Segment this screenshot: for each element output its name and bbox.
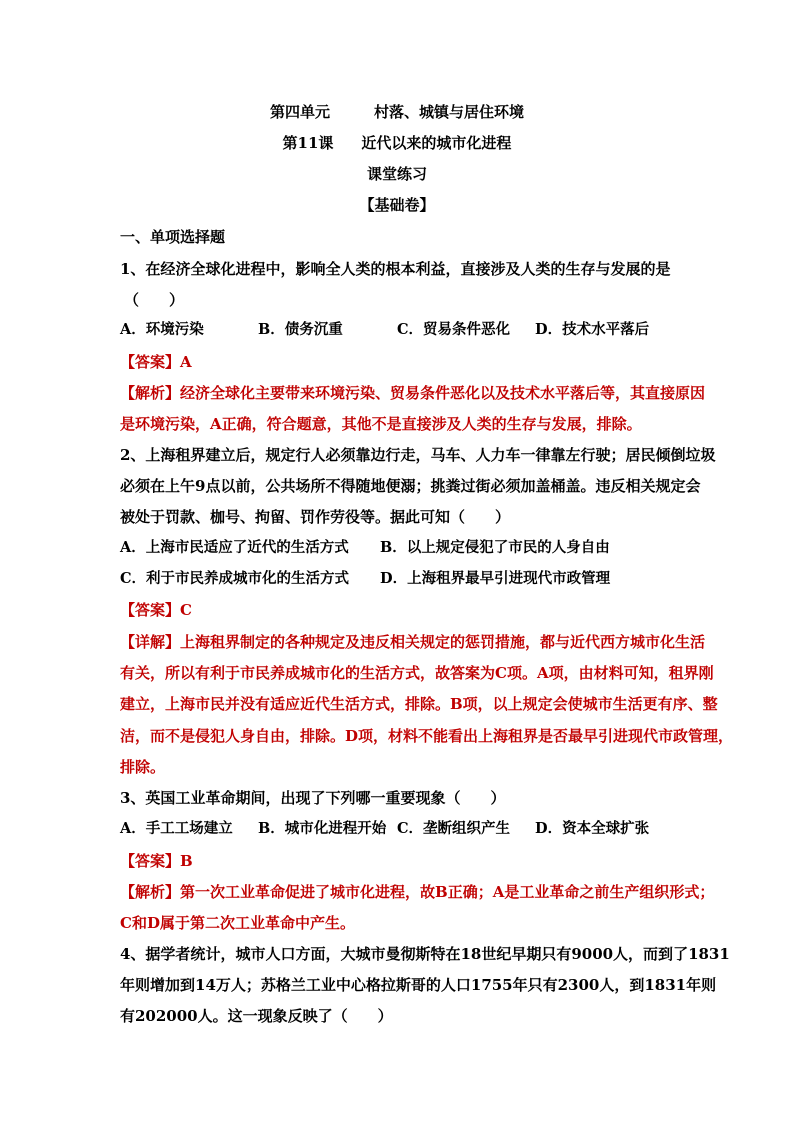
- lesson-title: 近代以来的城市化进程: [361, 134, 512, 152]
- question-2-detail-line: 有关，所以有利于市民养成城市化的生活方式，故答案为C项。A项，由材料可知，租界刚: [120, 664, 714, 682]
- question-2-detail-line: 【详解】上海租界制定的各种规定及违反相关规定的惩罚措施，都与近代西方城市化生活: [120, 633, 706, 651]
- lesson-heading: [0, 133, 794, 153]
- unit-heading: [0, 102, 794, 122]
- question-1-analysis-line: 【解析】经济全球化主要带来环境污染、贸易条件恶化以及技术水平落后等，其直接原因: [120, 384, 706, 402]
- unit-title: 村落、城镇与居住环境: [374, 103, 525, 121]
- detail-label: 【详解】: [120, 633, 181, 651]
- question-2-option-c: C．利于市民养成城市化的生活方式: [120, 570, 350, 587]
- question-1-analysis-line: 是环境污染，A正确，符合题意，其他不是直接涉及人类的生存与发展，排除。: [120, 415, 642, 433]
- answer-value: A: [180, 353, 192, 371]
- question-1-option-b: B．债务沉重: [258, 321, 343, 338]
- answer-label: 【答案】: [120, 852, 181, 870]
- question-2-option-a: A．上海市民适应了近代的生活方式: [120, 539, 349, 556]
- answer-value: B: [180, 852, 193, 870]
- question-3-option-c: C．垄断组织产生: [397, 820, 511, 837]
- question-3-answer: [120, 851, 193, 871]
- question-2-stem-line: 必须在上午9点以前，公共场所不得随地便溺；挑粪过街必须加盖桶盖。违反相关规定会: [120, 477, 701, 495]
- analysis-label: 【解析】: [120, 384, 181, 402]
- question-3-option-b: B．城市化进程开始: [258, 820, 387, 837]
- answer-label: 【答案】: [120, 601, 181, 619]
- section-title: 一、单项选择题: [120, 228, 226, 246]
- question-3-analysis-line: C和D属于第二次工业革命中产生。: [120, 914, 355, 932]
- question-2-detail-line: 洁，而不是侵犯人身自由，排除。D项，材料不能看出上海租界是否最早引进现代市政管理，: [120, 727, 734, 745]
- question-2-answer: [120, 600, 192, 620]
- question-2-stem-line: 2、上海租界建立后，规定行人必须靠边行走，马车、人力车一律靠左行驶；居民倾倒垃圾: [120, 446, 716, 464]
- question-4-stem-line: 年则增加到14万人；苏格兰工业中心格拉斯哥的人口1755年只有2300人，到1831年则: [120, 976, 717, 994]
- unit-number: 第四单元: [269, 103, 330, 121]
- question-3-stem-line: 3、英国工业革命期间，出现了下列哪一重要现象（ ）: [120, 789, 506, 807]
- question-1-option-a: A．环境污染: [120, 321, 204, 338]
- answer-value: C: [180, 601, 192, 619]
- question-2-detail-line: 排除。: [120, 758, 166, 776]
- answer-label: 【答案】: [120, 353, 181, 371]
- question-3-analysis-line: 【解析】第一次工业革命促进了城市化进程，故B正确；A是工业革命之前生产组织形式；: [120, 883, 715, 901]
- question-4-stem-line: 有202000人。这一现象反映了（ ）: [120, 1007, 393, 1025]
- question-1-stem-line: （ ）: [124, 291, 185, 309]
- question-2-stem-line: 被处于罚款、枷号、拘留、罚作劳役等。据此可知（ ）: [120, 508, 511, 526]
- lesson-number: 第11课: [282, 134, 334, 152]
- question-1-option-d: D．技术水平落后: [535, 321, 650, 338]
- question-1-answer: [120, 352, 192, 372]
- question-2-option-d: D．上海租界最早引进现代市政管理: [380, 570, 611, 587]
- question-3-option-a: A．手工工场建立: [120, 820, 233, 837]
- question-2-option-b: B．以上规定侵犯了市民的人身自由: [380, 539, 610, 556]
- question-1-stem-line: 1、在经济全球化进程中，影响全人类的根本利益，直接涉及人类的生存与发展的是: [120, 260, 671, 278]
- analysis-label: 【解析】: [120, 883, 181, 901]
- page-subtitle: 课堂练习: [366, 165, 427, 183]
- question-3-option-d: D．资本全球扩张: [535, 820, 650, 837]
- question-1-option-c: C．贸易条件恶化: [397, 321, 511, 338]
- difficulty-level: 【基础卷】: [359, 196, 435, 214]
- question-2-detail-line: 建立，上海市民并没有适应近代生活方式，排除。B项，以上规定会使城市生活更有序、整: [120, 695, 718, 713]
- question-4-stem-line: 4、据学者统计，城市人口方面，大城市曼彻斯特在18世纪早期只有9000人，而到了1831: [120, 945, 730, 963]
